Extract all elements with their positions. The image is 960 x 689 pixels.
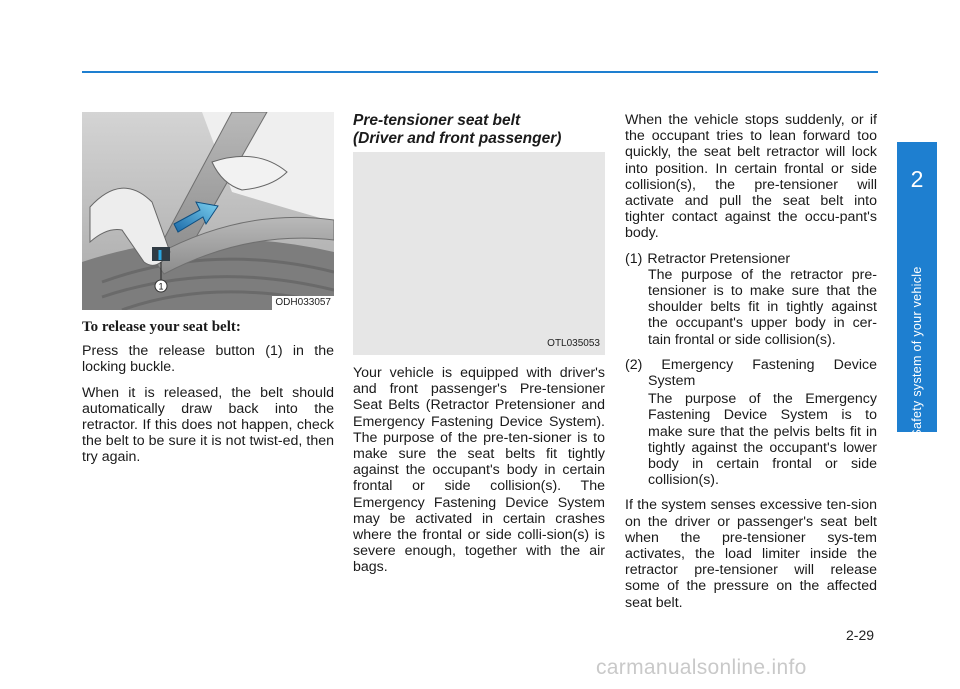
list-item-title — [625, 357, 877, 373]
pretensioner-heading — [353, 112, 605, 148]
paragraph: Your vehicle is equipped with driver's and front passenger's Pre-tensioner Seat Belts (Retractor Pretensioner and Emergency Fastening Device System). The purpose of the pre-ten-sioner is to make sure the seat belts fit tightly against the occupant's body in certain frontal or side collision(s). The Emergency Fastening Device System may be activated in certain crashes where the frontal or side colli-sion(s) is severe enough, together with the air bags. — [353, 365, 605, 576]
chapter-title: Safety system of your vehicle — [910, 266, 924, 438]
pretensioner-heading-line: (Driver and front passenger) — [353, 130, 562, 147]
chapter-side-tab — [897, 142, 937, 438]
release-seat-belt-heading: To release your seat belt: — [82, 319, 241, 335]
middle-column — [353, 112, 605, 585]
pretensioner-photo — [353, 152, 605, 355]
list-item-title-word: Device — [833, 356, 877, 373]
list-item-title-continued: System — [648, 373, 696, 390]
top-rule — [82, 71, 878, 73]
left-column — [82, 112, 334, 475]
right-column — [625, 112, 877, 620]
paragraph: If the system senses excessive ten-sion on the driver or passenger's seat belt when the pre-tensioner sys-tem activates, the load limiter inside the retractor pre-tensioner will release some of the pressure on the affected seat belt. — [625, 497, 877, 611]
paragraph: When it is released, the belt should automatically draw back into the retractor. If this does not happen, check the belt to be sure it is not twist-ed, then try again. — [82, 384, 334, 466]
list-item-title-text: Retractor Pretensioner — [647, 250, 791, 267]
list-item-title — [625, 251, 877, 267]
chapter-number: 2 — [910, 166, 924, 192]
list-item-number: (1) — [625, 250, 643, 267]
page-number: 2-29 — [846, 627, 875, 643]
seat-belt-release-photo — [82, 112, 334, 310]
paragraph: When the vehicle stops suddenly, or if the occupant tries to lean forward too quickly, the seat belt retractor will lock into position. In certain frontal or side collision(s), the pre-tensioner will activate and pull the seat belt into tighter contact against the occu-pant's body. — [625, 112, 877, 242]
list-item-title-word: Emergency — [661, 356, 734, 373]
watermark: carmanualsonline.info — [596, 656, 807, 679]
photo-code: ODH033057 — [272, 296, 334, 310]
pretensioner-heading-line: Pre-tensioner seat belt — [353, 112, 521, 129]
list-item-number: (2) — [625, 356, 643, 373]
list-item-body: The purpose of the Emergency Fastening Device System is to make sure that the pelvis belts fit in tightly against the occupant's lower body in certain frontal or side collision(s). — [648, 391, 877, 489]
photo-code: OTL035053 — [547, 338, 600, 349]
seat-belt-release-illustration — [82, 112, 334, 310]
list-item-body: The purpose of the retractor pre-tensioner is to make sure that the shoulder belts fit in tightly against the occupant's upper body in cer-tain frontal or side collision(s). — [648, 266, 877, 348]
paragraph: Press the release button (1) in the locking buckle. — [82, 343, 334, 376]
list-item-title-word: Fastening — [752, 356, 815, 373]
callout-number: 1 — [158, 281, 164, 292]
